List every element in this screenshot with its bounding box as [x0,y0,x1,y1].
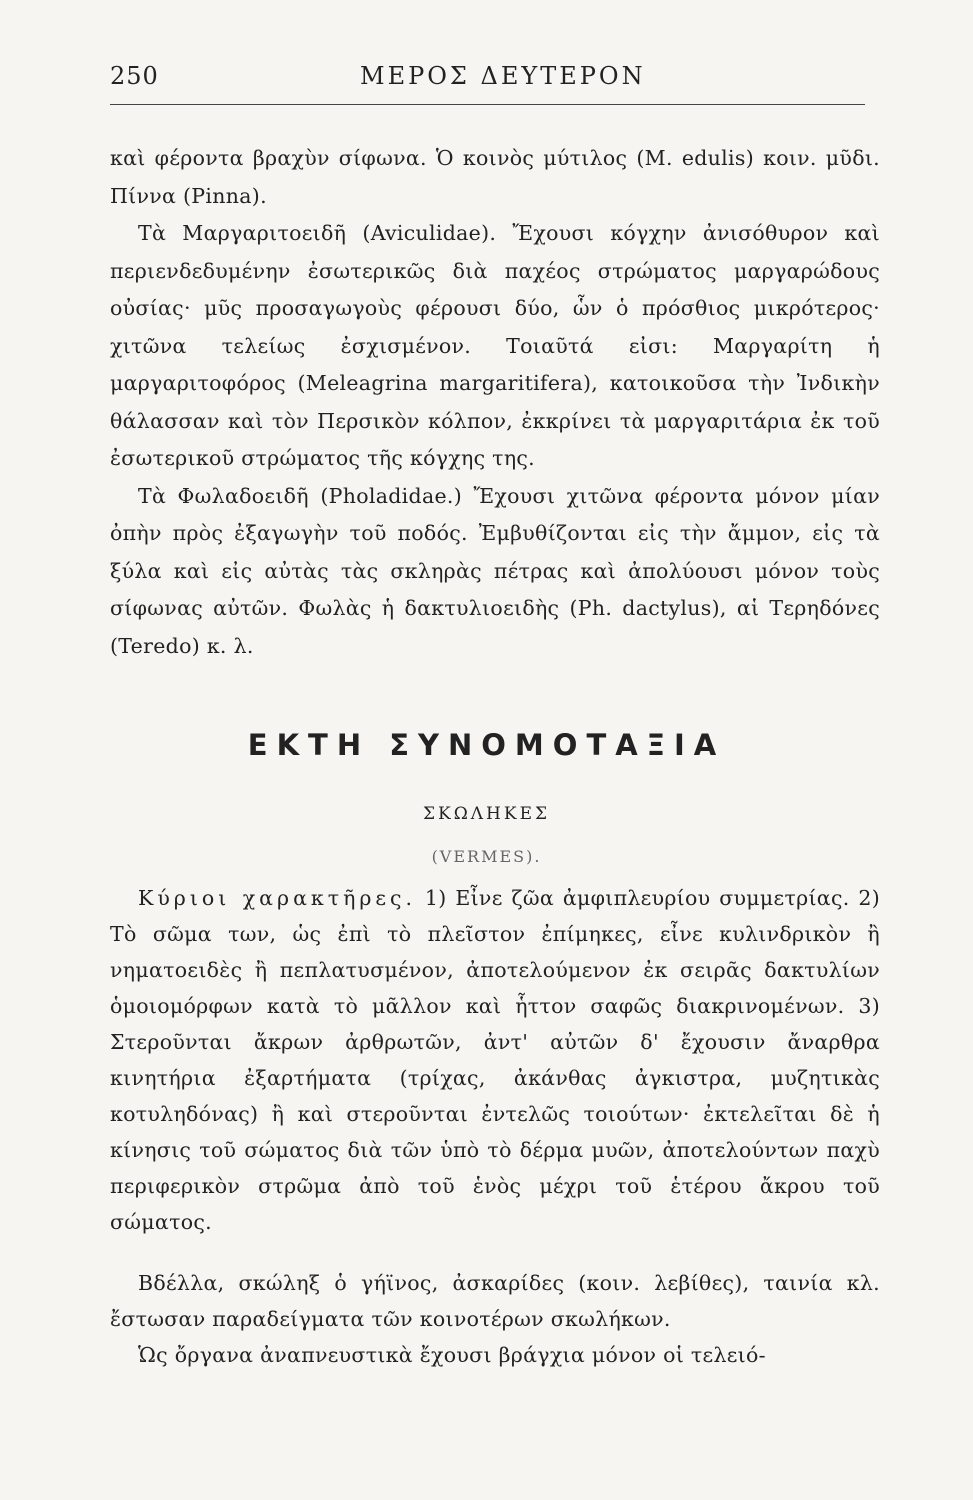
paragraph: Βδέλλα, σκώληξ ὁ γήϊνος, ἀσκαρίδες (κοιν. λεβίθες), ταινία κλ. ἔστωσαν παραδείγματα τῶν κοινοτέρων σκωλήκων. [110,1271,880,1331]
body-top [110,140,880,665]
running-title: ΜΕΡΟΣ ΔΕΥΤΕΡΟΝ [360,62,646,90]
lead-phrase: Κύριοι χαρακτῆρες. [138,886,417,910]
paragraph: Ὡς ὄργανα ἀναπνευστικὰ ἔχουσι βράγχια μόνον οἱ τελειό- [138,1343,766,1367]
section-title: ΕΚΤΗ ΣΥΝΟΜΟΤΑΞΙΑ [247,728,726,762]
paragraph [110,880,880,1240]
section-latin-name: (VERMES). [431,847,542,866]
body-bottom [110,1265,880,1373]
paragraph: καὶ φέροντα βραχὺν σίφωνα. Ὁ κοινὸς μύτιλος (M. edulis) κοιν. μῦδι. Πίννα (Pinna). [110,146,880,208]
page-number: 250 [110,62,159,90]
page-header [110,62,870,102]
characteristics [110,880,880,1240]
paragraph: Τὰ Μαργαριτοειδῆ (Aviculidae). Ἔχουσι κόγχην ἀνισόθυρον καὶ περιενδεδυμένην ἐσωτερικῶς διὰ παχέος στρώματος μαργαρώδους οὐσίας· μῦς προσαγωγοὺς φέρουσι δύο, ὧν ὁ πρόσθιος μικρότερος· χιτῶνα τελείως ἐσχισμένον. Τοιαῦτά εἰσι: Μαργαρίτη ἡ μαργαριτοφόρος (Meleagrina margaritifera), κατοικοῦσα τὴν Ἰνδικὴν θάλασσαν καὶ τὸν Περσικὸν κόλπον, ἐκκρίνει τὰ μαργαριτάρια ἐκ τοῦ ἐσωτερικοῦ στρώματος τῆς κόγχης της. [110,221,880,470]
paragraph: Τὰ Φωλαδοειδῆ (Pholadidae.) Ἔχουσι χιτῶνα φέροντα μόνον μίαν ὀπὴν πρὸς ἐξαγωγὴν τοῦ ποδός. Ἐμβυθίζονται εἰς τὴν ἄμμον, εἰς τὰ ξύλα καὶ εἰς αὐτὰς τὰς σκληρὰς πέτρας καὶ ἀπολύουσι μόνον τοὺς σίφωνας αὐτῶν. Φωλὰς ἡ δακτυλιοειδὴς (Ph. dactylus), αἱ Τερηδόνες (Teredo) κ. λ. [110,483,880,658]
header-rule [110,104,865,105]
section-subtitle: ΣΚΩΛΗΚΕΣ [422,804,551,824]
characteristics-text: 1) Εἶνε ζῶα ἀμφιπλευρίου συμμετρίας. 2) Τὸ σῶμα των, ὡς ἐπὶ τὸ πλεῖστον ἐπίμηκες, εἶνε κυλινδρικὸν ἢ νηματοειδὲς ἢ πεπλατυσμένον, ἀποτελούμενον ἐκ σειρᾶς δακτυλίων ὁμοιομόρφων κατὰ τὸ μᾶλλον καὶ ἧττον σαφῶς διακρινομένων. 3) Στεροῦνται ἄκρων ἀρθρωτῶν, ἀντ' αὐτῶν δ' ἔχουσιν ἄναρθρα κινητήρια ἐξαρτήματα (τρίχας, ἀκάνθας ἀγκιστρα, μυζητικὰς κοτυληδόνας) ἢ καὶ στεροῦνται ἐντελῶς τοιούτων· ἐκτελεῖται δὲ ἡ κίνησις τοῦ σώματος διὰ τῶν ὑπὸ τὸ δέρμα μυῶν, ἀποτελούντων παχὺ περιφερικὸν στρῶμα ἀπὸ τοῦ ἑνὸς μέχρι τοῦ ἑτέρου ἄκρου τοῦ σώματος. [110,886,880,1234]
